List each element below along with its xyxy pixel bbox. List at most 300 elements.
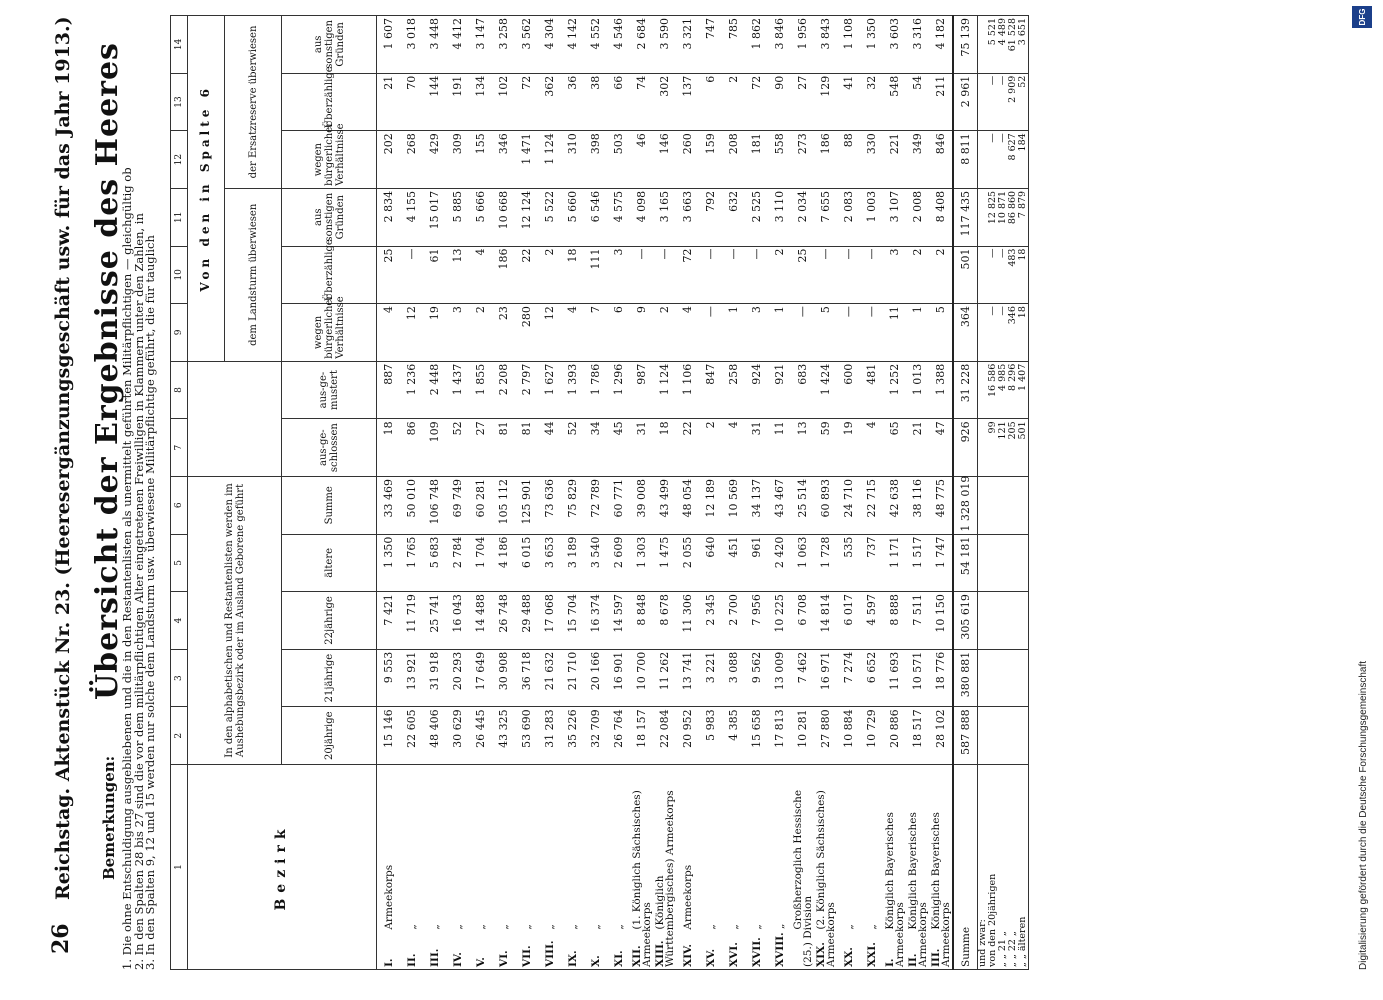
breakdown-col-4 <box>1018 592 1029 650</box>
cell-col-8: 847 <box>699 361 722 419</box>
cell-col-4: 10 150 <box>929 592 953 650</box>
cell-col-6: 60 893 <box>814 476 837 534</box>
cell-col-3: 11 262 <box>653 649 676 707</box>
cell-col-9: 23 <box>492 304 515 362</box>
cell-col-7: 27 <box>469 419 492 477</box>
cell-col-7: 45 <box>607 419 630 477</box>
cell-col-8: 1 106 <box>676 361 699 419</box>
cell-col-14: 3 147 <box>469 16 492 74</box>
cell-col-7: 81 <box>515 419 538 477</box>
cell-col-14: 1 607 <box>377 16 401 74</box>
cell-col-14: 3 258 <box>492 16 515 74</box>
listed-group-header: In den alphabetischen und Restantenlisten werden im Aushebungsbezirk oder im Ausland Geborene geführt <box>188 476 282 764</box>
row-name: „ <box>451 924 464 930</box>
cell-col-9: 2 <box>653 304 676 362</box>
cell-col-13: 74 <box>630 73 653 131</box>
cell-col-9: 3 <box>745 304 768 362</box>
row-roman: IX. <box>566 950 579 967</box>
cell-col-4: 16 374 <box>584 592 607 650</box>
cell-col-14: 3 562 <box>515 16 538 74</box>
cell-col-11: 792 <box>699 188 722 246</box>
cell-col-8: 887 <box>377 361 401 419</box>
row-name: „ <box>773 923 786 929</box>
cell-col-9: 3 <box>446 304 469 362</box>
row-label <box>722 765 745 970</box>
cell-col-7: 18 <box>377 419 401 477</box>
cell-col-2: 53 690 <box>515 707 538 765</box>
cell-col-12: 346 <box>492 131 515 189</box>
row-label <box>768 765 791 970</box>
colnum-6: 6 <box>171 476 188 534</box>
row-roman: I. <box>883 958 896 967</box>
cell-col-2: 20 886 <box>883 707 906 765</box>
cell-col-3: 6 652 <box>860 649 883 707</box>
cell-col-11: 3 663 <box>676 188 699 246</box>
cell-col-9: — <box>791 304 814 362</box>
cell-col-9: 2 <box>469 304 492 362</box>
total-col-2: 587 888 <box>953 707 978 765</box>
cell-col-10: — <box>860 246 883 304</box>
breakdown-col-6 <box>998 476 1008 534</box>
main-title: Übersicht der Ergebnisse des Heeres <box>90 42 125 700</box>
cell-col-5: 2 609 <box>607 534 630 592</box>
row-roman: II. <box>405 953 418 967</box>
cell-col-10: — <box>722 246 745 304</box>
cell-col-2: 10 884 <box>837 707 860 765</box>
cell-col-2: 22 605 <box>400 707 423 765</box>
cell-col-7: 52 <box>561 419 584 477</box>
colnum-14: 14 <box>171 16 188 74</box>
cell-col-2: 15 146 <box>377 707 401 765</box>
cell-col-2: 43 325 <box>492 707 515 765</box>
cell-col-11: 7 655 <box>814 188 837 246</box>
total-col-5: 54 181 <box>953 534 978 592</box>
breakdown-col-11: 10 871 <box>998 188 1008 246</box>
cell-col-6: 75 829 <box>561 476 584 534</box>
cell-col-4: 26 748 <box>492 592 515 650</box>
breakdown-col-8: 4 985 <box>998 361 1008 419</box>
breakdown-col-3 <box>998 649 1008 707</box>
row-name: „ <box>428 924 441 930</box>
breakdown-row-label: „ „ 21 „ <box>998 765 1008 970</box>
row-roman: II. <box>906 953 919 967</box>
row-label <box>883 765 906 970</box>
cell-col-9: — <box>860 304 883 362</box>
colnum-2: 2 <box>171 707 188 765</box>
header-c4: 22jährige <box>282 592 377 650</box>
cell-col-5: 1 063 <box>791 534 814 592</box>
cell-col-7: 86 <box>400 419 423 477</box>
row-name: „ <box>474 924 487 930</box>
cell-col-10: — <box>837 246 860 304</box>
breakdown-col-9: — <box>998 304 1008 362</box>
cell-col-10: — <box>400 246 423 304</box>
header-c2: 20jährige <box>282 707 377 765</box>
cell-col-13: 102 <box>492 73 515 131</box>
cell-col-11: 10 668 <box>492 188 515 246</box>
cell-col-12: 1 471 <box>515 131 538 189</box>
row-label <box>745 765 768 970</box>
cell-col-12: 310 <box>561 131 584 189</box>
cell-col-11: 1 003 <box>860 188 883 246</box>
cell-col-13: 32 <box>860 73 883 131</box>
breakdown-col-11: 12 825 <box>988 188 998 246</box>
row-label <box>423 765 446 970</box>
total-col-9: 364 <box>953 304 978 362</box>
cell-col-14: 4 304 <box>538 16 561 74</box>
cell-col-10: 22 <box>515 246 538 304</box>
cell-col-8: 481 <box>860 361 883 419</box>
total-col-4: 305 619 <box>953 592 978 650</box>
breakdown-row-label: „ „ 22 „ <box>1008 765 1018 970</box>
cell-col-4: 8 678 <box>653 592 676 650</box>
header-c8: aus-ge-mustert <box>282 361 377 419</box>
cell-col-5: 1 475 <box>653 534 676 592</box>
total-col-11: 117 435 <box>953 188 978 246</box>
breakdown-col-2 <box>988 707 998 765</box>
cell-col-2: 4 385 <box>722 707 745 765</box>
cell-col-10: — <box>630 246 653 304</box>
cell-col-7: 13 <box>791 419 814 477</box>
cell-col-10: 2 <box>538 246 561 304</box>
cell-col-8: 1 236 <box>400 361 423 419</box>
cell-col-10: 18 <box>561 246 584 304</box>
cell-col-8: 921 <box>768 361 791 419</box>
cell-col-13: 72 <box>515 73 538 131</box>
cell-col-11: 15 017 <box>423 188 446 246</box>
cell-col-4: 4 597 <box>860 592 883 650</box>
cell-col-6: 48 775 <box>929 476 953 534</box>
row-label <box>929 765 953 970</box>
cell-col-7: 47 <box>929 419 953 477</box>
row-name: „ <box>543 924 556 930</box>
cell-col-10: 13 <box>446 246 469 304</box>
row-name: „ <box>727 924 740 930</box>
row-roman: I. <box>382 958 395 967</box>
cell-col-6: 25 514 <box>791 476 814 534</box>
cell-col-13: 362 <box>538 73 561 131</box>
cell-col-9: 12 <box>400 304 423 362</box>
header-c10: Überzählige <box>282 246 377 304</box>
cell-col-8: 987 <box>630 361 653 419</box>
cell-col-2: 26 764 <box>607 707 630 765</box>
cell-col-13: 38 <box>584 73 607 131</box>
colnum-11: 11 <box>171 188 188 246</box>
cell-col-8: 1 388 <box>929 361 953 419</box>
row-name: Königlich Bayerisches Armeekorps <box>883 812 906 967</box>
row-name: Armeekorps <box>382 864 395 930</box>
cell-col-9: 4 <box>676 304 699 362</box>
cell-col-12: 202 <box>377 131 401 189</box>
cell-col-7: 11 <box>768 419 791 477</box>
table-row <box>538 16 561 970</box>
table-row <box>446 16 469 970</box>
breakdown-col-9: 346 <box>1008 304 1018 362</box>
cell-col-5: 640 <box>699 534 722 592</box>
cell-col-11: 632 <box>722 188 745 246</box>
cell-col-12: 181 <box>745 131 768 189</box>
cell-col-7: 21 <box>906 419 929 477</box>
cell-col-7: 44 <box>538 419 561 477</box>
empty-cell <box>978 707 989 765</box>
cell-col-4: 25 741 <box>423 592 446 650</box>
breakdown-col-10: 483 <box>1008 246 1018 304</box>
breakdown-col-9: 18 <box>1018 304 1029 362</box>
cell-col-6: 42 638 <box>883 476 906 534</box>
row-roman: XIX. <box>814 942 827 967</box>
cell-col-2: 30 629 <box>446 707 469 765</box>
cell-col-10: 3 <box>607 246 630 304</box>
empty-cell <box>978 476 989 534</box>
cell-col-5: 1 350 <box>377 534 401 592</box>
cell-col-13: 41 <box>837 73 860 131</box>
cell-col-14: 1 956 <box>791 16 814 74</box>
cell-col-7: 31 <box>630 419 653 477</box>
cell-col-13: 129 <box>814 73 837 131</box>
cell-col-10: — <box>745 246 768 304</box>
empty-cell <box>978 592 989 650</box>
breakdown-col-5 <box>988 534 998 592</box>
row-name: Königlich Bayerisches Armeekorps <box>906 812 929 967</box>
cell-col-14: 4 142 <box>561 16 584 74</box>
header-c13: Überzählige <box>282 73 377 131</box>
total-col-7: 926 <box>953 419 978 477</box>
cell-col-8: 1 786 <box>584 361 607 419</box>
cell-col-13: 27 <box>791 73 814 131</box>
cell-col-9: 1 <box>722 304 745 362</box>
cell-col-3: 13 009 <box>768 649 791 707</box>
cell-col-7: 34 <box>584 419 607 477</box>
breakdown-col-13: 52 <box>1018 73 1029 131</box>
cell-col-2: 5 983 <box>699 707 722 765</box>
remark-2: 2. In den Spalten 28 bis 27 sind die vor dem militärpflichtigen Alter eingetretenen Freiwilligen in Klammern unter den Zahlen, in <box>131 213 146 970</box>
cell-col-2: 35 226 <box>561 707 584 765</box>
cell-col-12: 429 <box>423 131 446 189</box>
table-row <box>607 16 630 970</box>
digitization-credit: Digitalisierung gefördert durch die Deutsche Forschungsgemeinschaft <box>1358 660 1369 970</box>
row-label <box>814 765 837 970</box>
cell-col-10: 2 <box>768 246 791 304</box>
header-c6: Summe <box>282 476 377 534</box>
cell-col-10: — <box>814 246 837 304</box>
cell-col-13: 70 <box>400 73 423 131</box>
cell-col-3: 9 562 <box>745 649 768 707</box>
table-row <box>561 16 584 970</box>
cell-col-4: 7 956 <box>745 592 768 650</box>
row-label <box>607 765 630 970</box>
column-number-row <box>171 16 188 970</box>
row-label <box>906 765 929 970</box>
cell-col-11: 2 525 <box>745 188 768 246</box>
colnum-7: 7 <box>171 419 188 477</box>
total-col-14: 75 139 <box>953 16 978 74</box>
breakdown-col-10: 18 <box>1018 246 1029 304</box>
cell-col-14: 3 316 <box>906 16 929 74</box>
breakdown-col-10: — <box>988 246 998 304</box>
row-roman: XIV. <box>681 943 694 967</box>
cell-col-5: 2 055 <box>676 534 699 592</box>
cell-col-13: 6 <box>699 73 722 131</box>
table-row <box>883 16 906 970</box>
cell-col-14: 4 412 <box>446 16 469 74</box>
cell-col-6: 10 569 <box>722 476 745 534</box>
cell-col-8: 1 424 <box>814 361 837 419</box>
header-c5: ältere <box>282 534 377 592</box>
row-name: Großherzoglich Hessische (25.) Division <box>791 789 814 967</box>
cell-col-14: 1 350 <box>860 16 883 74</box>
cell-col-14: 3 843 <box>814 16 837 74</box>
header-c14: aus sonstigen Gründen <box>282 16 377 74</box>
row-label <box>538 765 561 970</box>
cell-col-11: 3 165 <box>653 188 676 246</box>
cell-col-3: 13 921 <box>400 649 423 707</box>
cell-col-3: 13 741 <box>676 649 699 707</box>
cell-col-3: 31 918 <box>423 649 446 707</box>
cell-col-10: 25 <box>377 246 401 304</box>
colnum-3: 3 <box>171 649 188 707</box>
breakdown-col-12: — <box>988 131 998 189</box>
cell-col-12: 260 <box>676 131 699 189</box>
cell-col-8: 1 627 <box>538 361 561 419</box>
row-roman: XIII. <box>653 940 666 967</box>
results-table <box>170 15 1029 970</box>
cell-col-6: 60 771 <box>607 476 630 534</box>
cell-col-11: 2 834 <box>377 188 401 246</box>
breakdown-col-11: 86 860 <box>1008 188 1018 246</box>
cell-col-11: 4 155 <box>400 188 423 246</box>
cell-col-10: 25 <box>791 246 814 304</box>
breakdown-col-2 <box>1018 707 1029 765</box>
cell-col-12: 330 <box>860 131 883 189</box>
cell-col-6: 24 710 <box>837 476 860 534</box>
row-roman: X. <box>589 955 602 967</box>
cell-col-5: 6 015 <box>515 534 538 592</box>
cell-col-14: 4 546 <box>607 16 630 74</box>
breakdown-heading-row <box>978 16 989 970</box>
cell-col-6: 12 189 <box>699 476 722 534</box>
breakdown-row-label: von den 20jährigen <box>988 765 998 970</box>
cell-col-5: 1 517 <box>906 534 929 592</box>
table-row <box>653 16 676 970</box>
breakdown-col-5 <box>1008 534 1018 592</box>
von-den-label: Von den in Spalte 6 <box>198 85 212 292</box>
cell-col-14: 4 552 <box>584 16 607 74</box>
cell-col-5: 3 653 <box>538 534 561 592</box>
cell-col-5: 3 189 <box>561 534 584 592</box>
cell-col-11: 2 034 <box>791 188 814 246</box>
row-label <box>837 765 860 970</box>
table-row <box>837 16 860 970</box>
breakdown-col-7: 121 <box>998 419 1008 477</box>
cell-col-2: 48 406 <box>423 707 446 765</box>
header-c9: wegen bürgerlicher Verhältnisse <box>282 304 377 362</box>
cell-col-3: 21 710 <box>561 649 584 707</box>
row-label <box>400 765 423 970</box>
cell-col-5: 1 765 <box>400 534 423 592</box>
cell-col-9: 1 <box>906 304 929 362</box>
cell-col-8: 683 <box>791 361 814 419</box>
cell-col-6: 60 281 <box>469 476 492 534</box>
header-c11: aus sonstigen Gründen <box>282 188 377 246</box>
cell-col-12: 208 <box>722 131 745 189</box>
row-name: „ <box>842 924 855 930</box>
cell-col-3: 16 901 <box>607 649 630 707</box>
running-head: Reichstag. Aktenstück Nr. 23. (Heeresergänzungsgeschäft usw. für das Jahr 1913.) <box>52 16 74 900</box>
cell-col-3: 3 088 <box>722 649 745 707</box>
cell-col-9: 4 <box>377 304 401 362</box>
row-roman: XVIII. <box>773 932 786 967</box>
cell-col-10: 61 <box>423 246 446 304</box>
breakdown-col-6 <box>1008 476 1018 534</box>
cell-col-3: 10 571 <box>906 649 929 707</box>
total-row <box>953 16 978 970</box>
cell-col-4: 6 017 <box>837 592 860 650</box>
cell-col-4: 29 488 <box>515 592 538 650</box>
cell-col-5: 1 171 <box>883 534 906 592</box>
breakdown-col-13: 2 909 <box>1008 73 1018 131</box>
results-table-wrapper <box>170 15 1350 970</box>
breakdown-col-6 <box>988 476 998 534</box>
cell-col-9: 7 <box>584 304 607 362</box>
total-col-10: 501 <box>953 246 978 304</box>
cell-col-12: 155 <box>469 131 492 189</box>
cell-col-5: 3 540 <box>584 534 607 592</box>
colnum-5: 5 <box>171 534 188 592</box>
cell-col-8: 600 <box>837 361 860 419</box>
table-row <box>492 16 515 970</box>
row-label <box>630 765 653 970</box>
cell-col-6: 105 112 <box>492 476 515 534</box>
cell-col-14: 3 846 <box>768 16 791 74</box>
cell-col-2: 17 813 <box>768 707 791 765</box>
cell-col-6: 43 499 <box>653 476 676 534</box>
breakdown-col-7: 205 <box>1008 419 1018 477</box>
cell-col-12: 1 124 <box>538 131 561 189</box>
table-row <box>860 16 883 970</box>
row-roman: V. <box>474 957 487 967</box>
breakdown-col-3 <box>1018 649 1029 707</box>
table-row <box>745 16 768 970</box>
breakdown-col-5 <box>1018 534 1029 592</box>
table-row <box>699 16 722 970</box>
cell-col-12: 146 <box>653 131 676 189</box>
cell-col-11: 5 885 <box>446 188 469 246</box>
cell-col-12: 558 <box>768 131 791 189</box>
cell-col-7: 59 <box>814 419 837 477</box>
breakdown-col-4 <box>1008 592 1018 650</box>
cell-col-6: 33 469 <box>377 476 401 534</box>
cell-col-14: 3 018 <box>400 16 423 74</box>
breakdown-row <box>1018 16 1029 970</box>
cell-col-3: 20 293 <box>446 649 469 707</box>
row-label <box>584 765 607 970</box>
cell-col-5: 2 784 <box>446 534 469 592</box>
cell-col-2: 28 102 <box>929 707 953 765</box>
cell-col-3: 18 776 <box>929 649 953 707</box>
cell-col-13: 21 <box>377 73 401 131</box>
cell-col-3: 20 166 <box>584 649 607 707</box>
breakdown-col-14: 4 489 <box>998 16 1008 74</box>
cell-col-11: 3 110 <box>768 188 791 246</box>
table-row <box>400 16 423 970</box>
cell-col-8: 924 <box>745 361 768 419</box>
cell-col-5: 961 <box>745 534 768 592</box>
cell-col-5: 451 <box>722 534 745 592</box>
total-label: Summe <box>953 765 978 970</box>
cell-col-4: 10 225 <box>768 592 791 650</box>
cell-col-11: 12 124 <box>515 188 538 246</box>
cell-col-6: 43 467 <box>768 476 791 534</box>
